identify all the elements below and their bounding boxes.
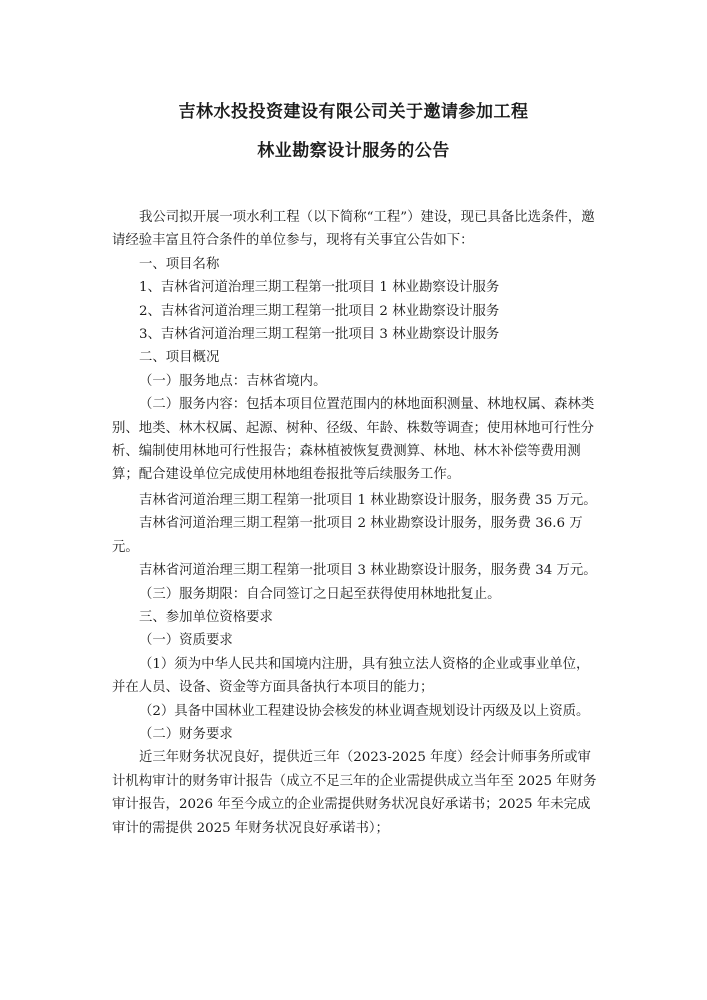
intro-paragraph: 我公司拟开展一项水利工程（以下简称“工程”）建设，现已具备比选条件，邀请经验丰富且符合条件的单位参与，现将有关事宜公告如下： xyxy=(112,210,595,249)
service-content: （二）服务内容：包括本项目位置范围内的林地面积测量、林地权属、森林类别、地类、林木权属、起源、树种、径级、年龄、株数等调查；使用林地可行性分析、编制使用林地可行性报告；森林植被恢复费测算、林地、林木补偿等费用测算；配合建设单位完成使用林地组卷报批等后续服务工作。 xyxy=(112,397,595,483)
subsection-qualification-requirement: （一）资质要求 xyxy=(139,633,233,649)
service-fee-2: 吉林省河道治理三期工程第一批项目 2 林业勘察设计服务，服务费 36.6 万元。 xyxy=(112,516,583,555)
document-body xyxy=(112,206,602,840)
project-item-3: 3、吉林省河道治理三期工程第一批项目 3 林业勘察设计服务 xyxy=(139,327,500,343)
qualification-item-2: （2）具备中国林业工程建设协会核发的林业调查规划设计丙级及以上资质。 xyxy=(139,703,590,719)
service-fee-3: 吉林省河道治理三期工程第一批项目 3 林业勘察设计服务，服务费 34 万元。 xyxy=(139,563,597,579)
project-item-1: 1、吉林省河道治理三期工程第一批项目 1 林业勘察设计服务 xyxy=(139,280,500,296)
section-heading-project-overview: 二、项目概况 xyxy=(139,350,220,366)
subsection-financial-requirement: （二）财务要求 xyxy=(139,726,233,742)
section-heading-project-name: 一、项目名称 xyxy=(139,256,220,272)
section-heading-qualification: 三、参加单位资格要求 xyxy=(139,609,273,625)
document-title-line-2: 林业勘察设计服务的公告 xyxy=(257,141,450,161)
qualification-item-1: （1）须为中华人民共和国境内注册，具有独立法人资格的企业或事业单位，并在人员、设备、资金等方面具备执行本项目的能力； xyxy=(112,656,590,696)
financial-requirement-paragraph: 近三年财务状况良好，提供近三年（2023-2025 年度）经会计师事务所或审计机构审计的财务审计报告（成立不足三年的企业需提供成立当年至 2025 年财务审计报告，2026 年至今成立的企业需提供财务状况良好承诺书；2025 年未完成审计的需提供 2025 年财务状况良好承诺书）； xyxy=(112,750,597,836)
project-item-2: 2、吉林省河道治理三期工程第一批项目 2 林业勘察设计服务 xyxy=(139,303,500,319)
service-fee-1: 吉林省河道治理三期工程第一批项目 1 林业勘察设计服务，服务费 35 万元。 xyxy=(139,492,597,508)
document-title-line-1: 吉林水投投资建设有限公司关于邀请参加工程 xyxy=(178,102,529,122)
service-period: （三）服务期限：自合同签订之日起至获得使用林地批复止。 xyxy=(139,586,501,602)
service-location: （一）服务地点：吉林省境内。 xyxy=(139,373,327,389)
